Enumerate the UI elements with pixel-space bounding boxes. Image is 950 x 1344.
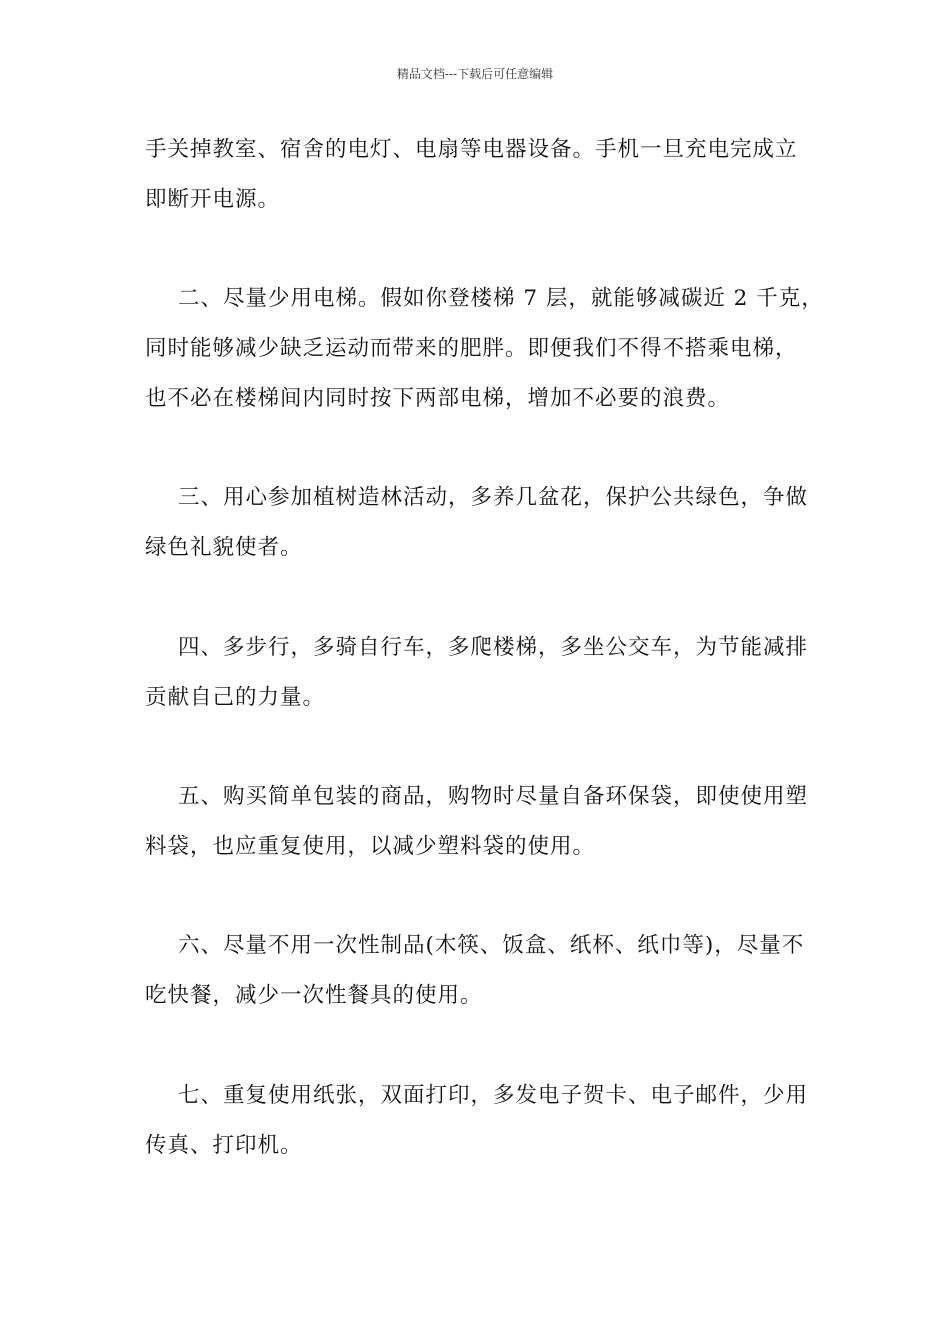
paragraph-line: 三、用心参加植树造林活动，多养几盆花，保护公共绿色，争做 — [178, 485, 809, 510]
paragraph-line: 即断开电源。 — [145, 187, 281, 212]
paragraph-line: 也不必在楼梯间内同时按下两部电梯，增加不必要的浪费。 — [145, 386, 731, 411]
paragraph-item-5 — [145, 772, 810, 872]
paragraph-line: 吃快餐，减少一次性餐具的使用。 — [145, 983, 483, 1008]
paragraph-item-6 — [145, 921, 810, 1021]
paragraph-line: 绿色礼貌使者。 — [145, 535, 303, 560]
paragraph-item-7 — [145, 1071, 810, 1171]
page-header: 精品文档---下载后可任意编辑 — [396, 67, 554, 81]
paragraph-item-2 — [145, 274, 824, 424]
paragraph-line: 六、尽量不用一次性制品(木筷、饭盒、纸杯、纸巾等)，尽量不 — [178, 933, 805, 958]
paragraph-line: 七、重复使用纸张，双面打印，多发电子贺卡、电子邮件，少用 — [178, 1083, 809, 1108]
paragraph-item-3 — [145, 473, 810, 573]
paragraph-line: 贡献自己的力量。 — [145, 685, 326, 710]
paragraph-line: 料袋，也应重复使用，以减少塑料袋的使用。 — [145, 834, 596, 859]
paragraph-line: 手关掉教室、宿舍的电灯、电扇等电器设备。手机一旦充电完成立 — [145, 137, 798, 162]
paragraph-line: 同时能够减少缺乏运动而带来的肥胖。即便我们不得不搭乘电梯， — [145, 336, 798, 361]
paragraph-line: 二、尽量少用电梯。假如你登楼梯 7 层，就能够减碳近 2 千克， — [178, 286, 824, 311]
paragraph-continuation — [145, 125, 810, 225]
paragraph-line: 四、多步行，多骑自行车，多爬楼梯，多坐公交车，为节能减排 — [178, 635, 809, 660]
paragraph-line: 传真、打印机。 — [145, 1133, 303, 1158]
paragraph-item-4 — [145, 623, 810, 723]
paragraph-line: 五、购买简单包装的商品，购物时尽量自备环保袋，即使使用塑 — [178, 784, 809, 809]
